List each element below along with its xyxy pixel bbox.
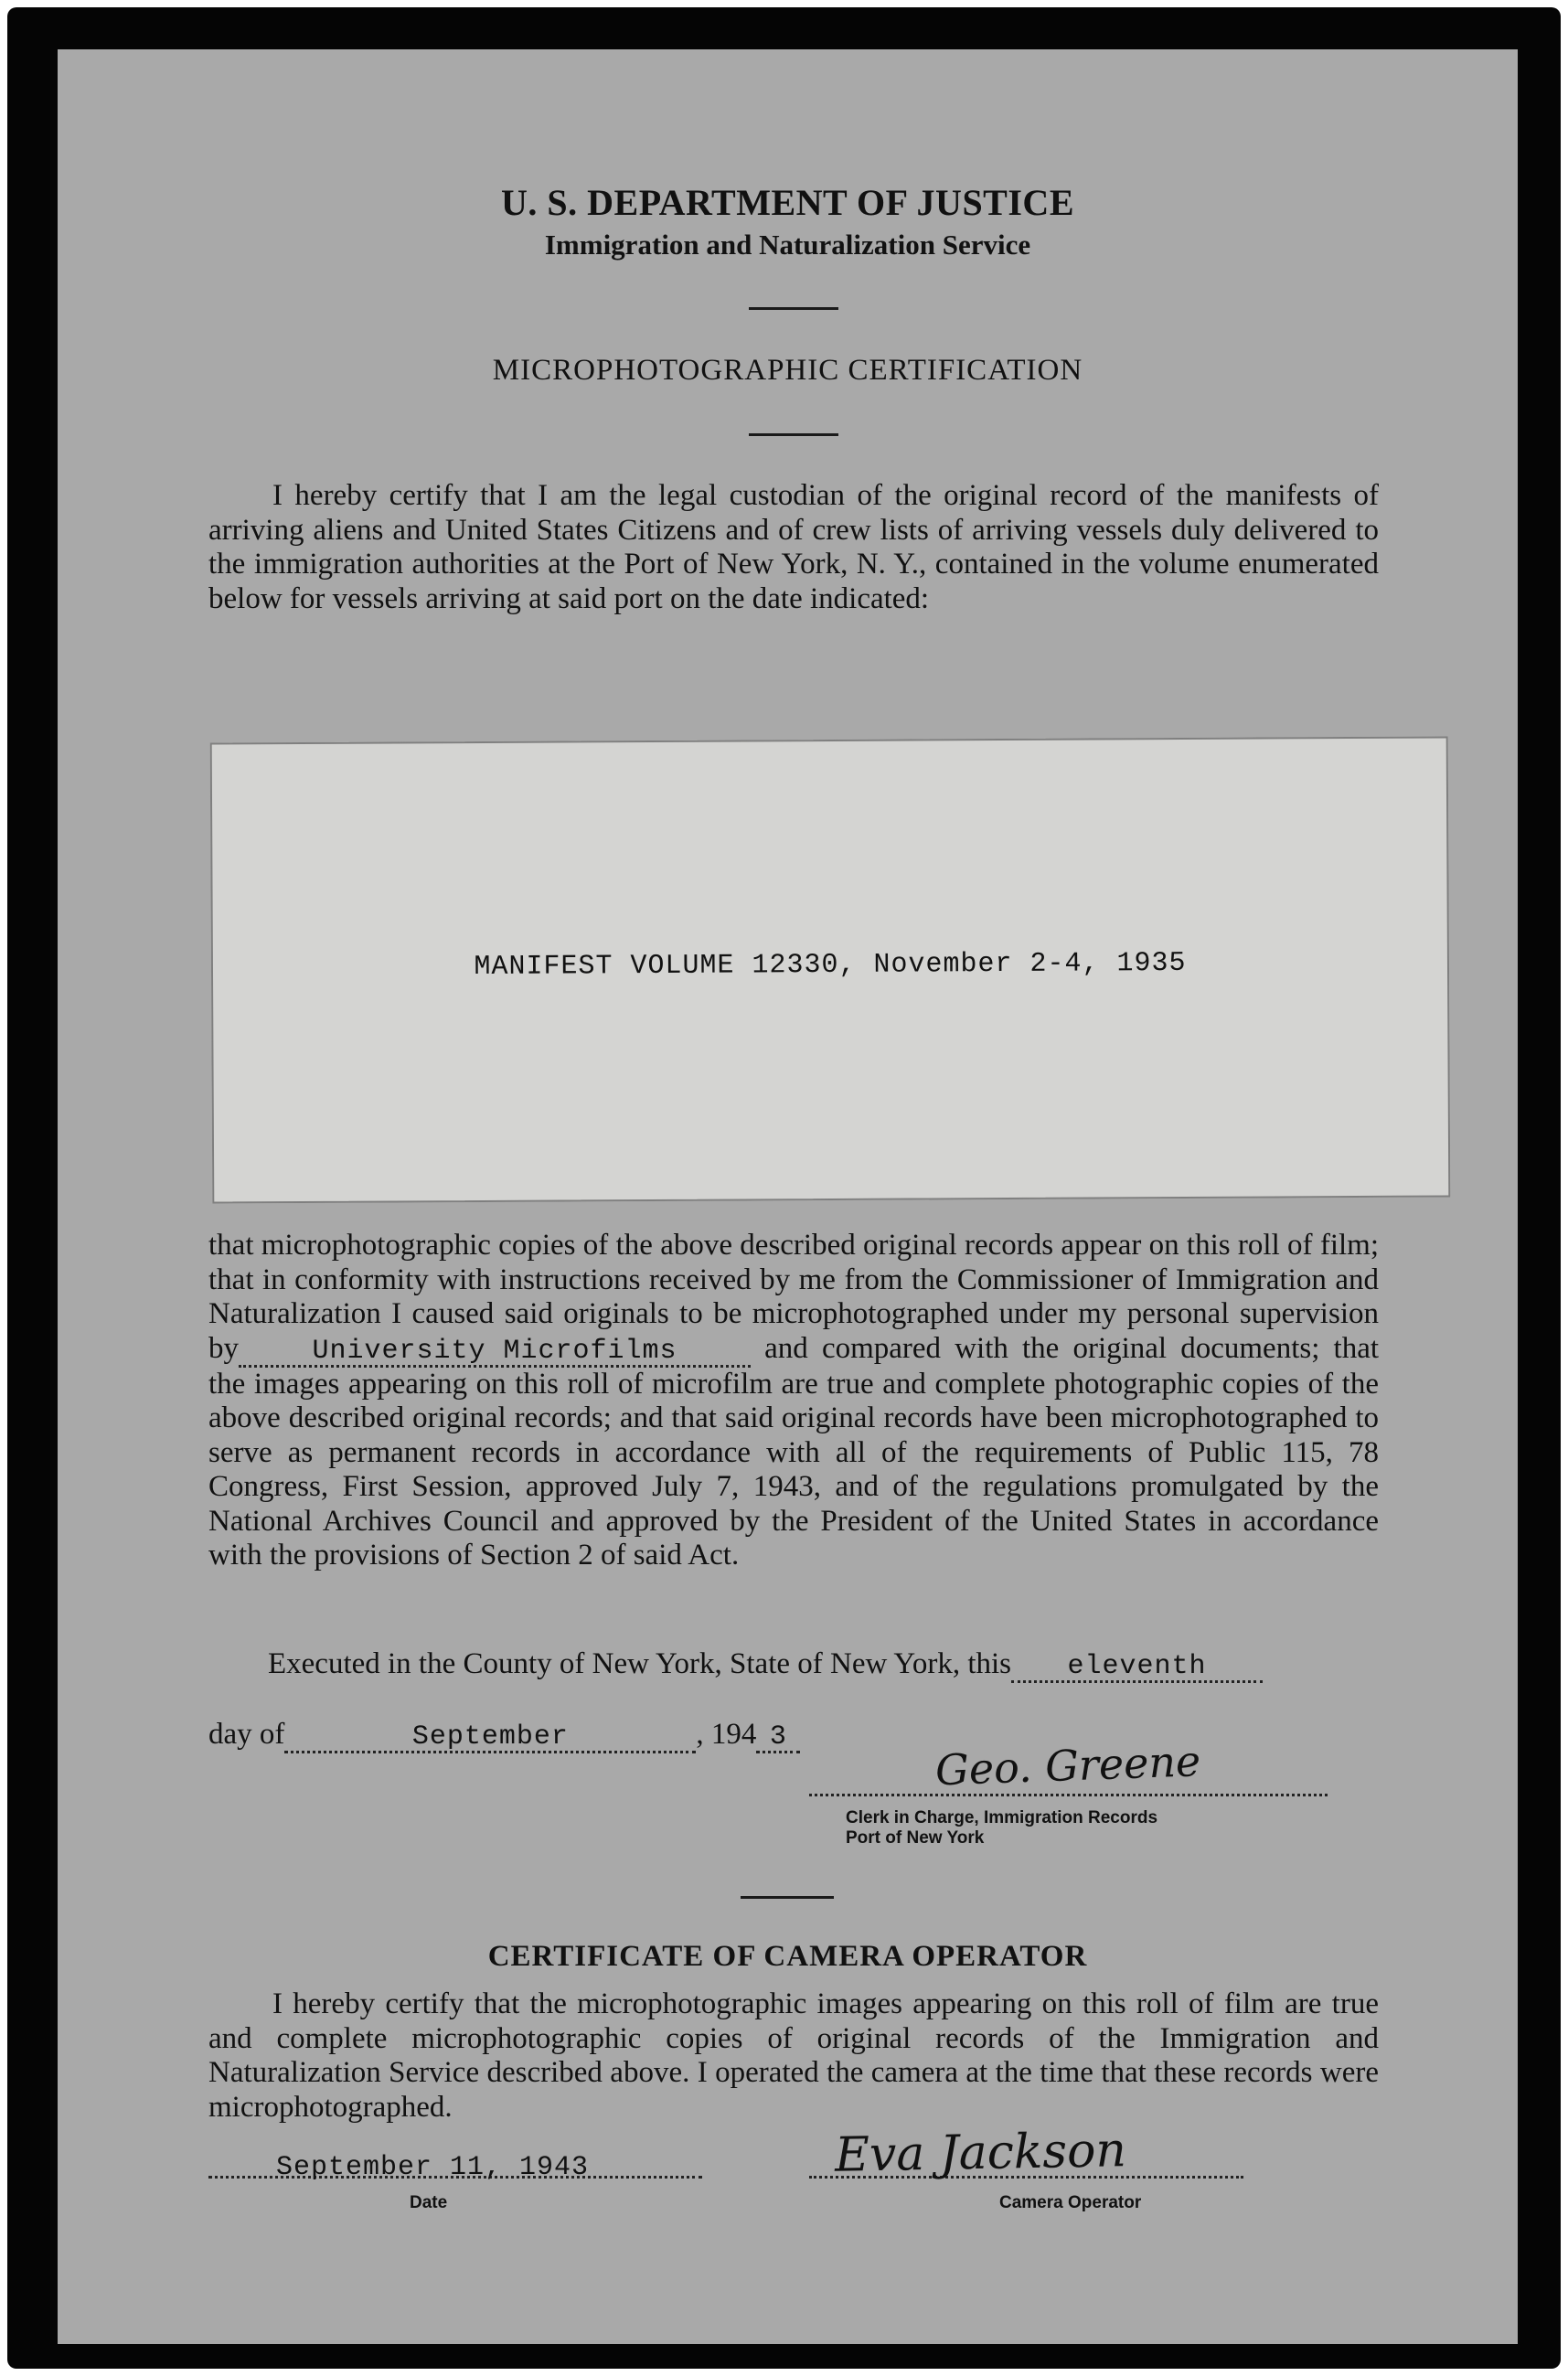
divider	[741, 1896, 834, 1899]
document-frame	[7, 7, 1561, 2369]
operator-signature: Eva Jackson	[834, 2123, 1127, 2183]
execution-prefix: Executed in the County of New York, State of New York, this	[268, 1647, 1012, 1680]
certification-body	[208, 1229, 1379, 1573]
month-field: September	[284, 1723, 696, 1753]
filmed-by-field: University Microfilms	[239, 1337, 751, 1368]
agency-title: U. S. DEPARTMENT OF JUSTICE	[501, 182, 1074, 223]
year-digit-field: 3	[756, 1723, 800, 1753]
manifest-description: MANIFEST VOLUME 12330, November 2-4, 1935	[474, 947, 1187, 984]
service-subtitle: Immigration and Naturalization Service	[544, 229, 1031, 261]
certificate-page	[58, 49, 1518, 2344]
body-text-part1: that microphotographic copies of the above described original records appear on this roll of film; that in conformity with instructions received by me from the Commissioner of Immigration and Naturalization I caused said originals to be microphotographed under my personal supervision by	[208, 1229, 1379, 1365]
clerk-signature-line	[809, 1794, 1328, 1796]
execution-line	[268, 1647, 1263, 1683]
divider	[749, 307, 838, 310]
year-prefix: , 194	[696, 1718, 757, 1751]
operator-label: Camera Operator	[999, 2193, 1142, 2212]
camera-date: September 11, 1943	[275, 2152, 590, 2183]
date-label: Date	[410, 2193, 448, 2212]
clerk-title-line2: Port of New York	[846, 1828, 985, 1848]
camera-certificate-paragraph: I hereby certify that the microphotographic images appearing on this roll of film are true and complete microphotographic copies of original records of the Immigration and Naturalization Service described above. I operated the camera at the time that these records were microphotographed.	[208, 1987, 1379, 2124]
day-field: eleventh	[1011, 1653, 1263, 1683]
day-of-label: day of	[208, 1718, 285, 1751]
certification-title: MICROPHOTOGRAPHIC CERTIFICATION	[492, 354, 1083, 387]
divider	[749, 433, 838, 436]
clerk-title-line1: Clerk in Charge, Immigration Records	[846, 1808, 1158, 1827]
intro-paragraph: I hereby certify that I am the legal custodian of the original record of the manifests of arriving aliens and United States Citizens and of crew lists of arriving vessels duly delivered to the immigration authorities at the Port of New York, N. Y., contained in the volume enumerated below for vessels arriving at said port on the date indicated:	[208, 479, 1379, 615]
clerk-title	[846, 1808, 1157, 1849]
clerk-signature: Geo. Greene	[934, 1736, 1202, 1795]
body-text-part2: and compared with the original documents; that the images appearing on this roll of microfilm are true and complete photographic copies of the above described original records; and that said original records have been microphotographed to serve as permanent records in accordance with all of the requirements of Public 115, 78 Congress, First Session, approved July 7, 1943, and of the regulations promulgated by the National Archives Council and approved by the President of the United States in accordance with the provisions of Section 2 of said Act.	[208, 1331, 1380, 1572]
date-line	[208, 1718, 800, 1753]
camera-certificate-title: CERTIFICATE OF CAMERA OPERATOR	[487, 1940, 1088, 1973]
manifest-label-card	[210, 736, 1451, 1203]
